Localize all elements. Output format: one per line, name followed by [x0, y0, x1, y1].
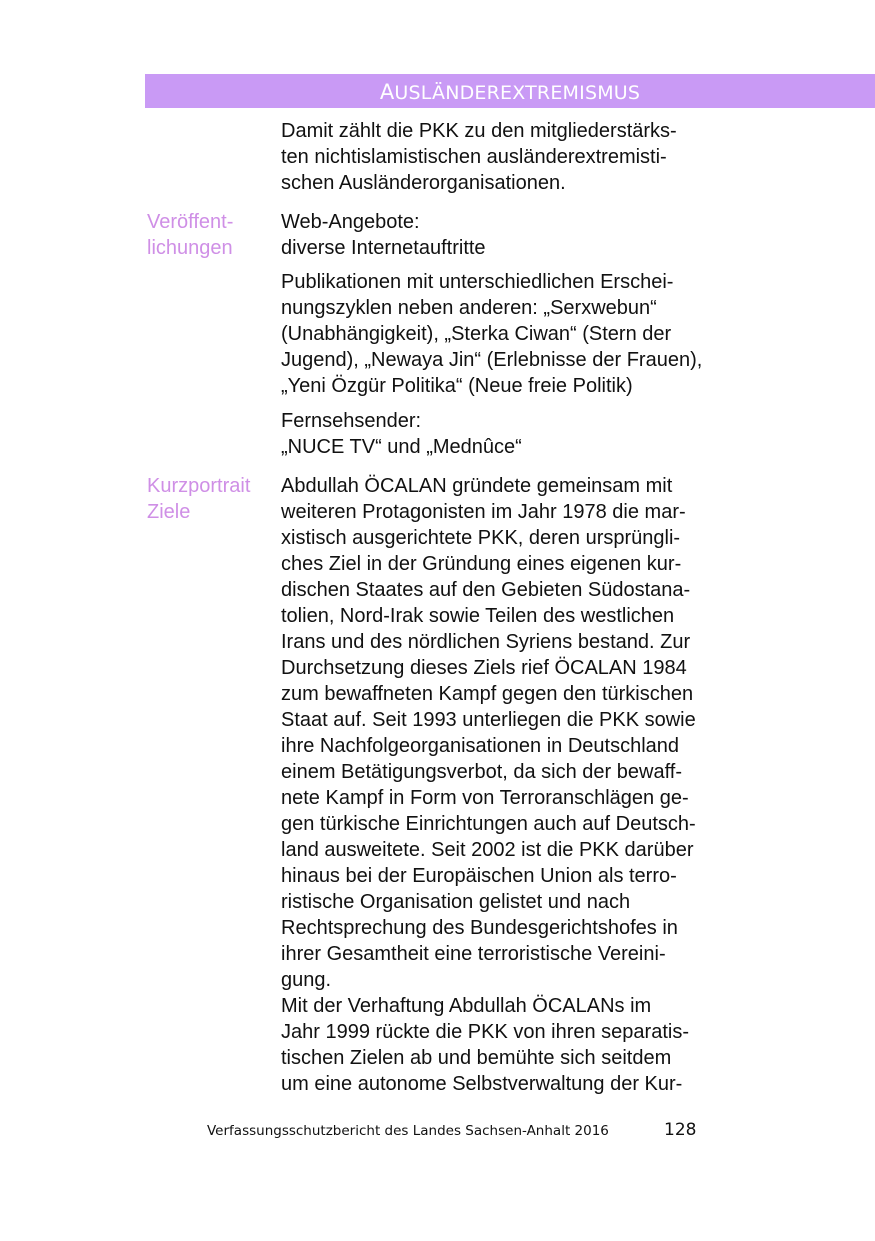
text-line: Abdullah ÖCALAN gründete gemeinsam mit	[281, 475, 673, 497]
text-line: land ausweitete. Seit 2002 ist die PKK darüber	[281, 839, 694, 861]
text-line: „NUCE TV“ und „Mednûce“	[281, 436, 522, 458]
text-line: Publikationen mit unterschiedlichen Erschei-	[281, 271, 674, 293]
web-offerings	[281, 209, 781, 261]
text-line: nete Kampf in Form von Terroranschlägen ge-	[281, 787, 689, 809]
text-line: xistisch ausgerichtete PKK, deren ursprüngli-	[281, 527, 681, 549]
text-line: Fernsehsender:	[281, 410, 422, 432]
text-line: nungszyklen neben anderen: „Serxwebun“	[281, 297, 657, 319]
label-line: Ziele	[147, 501, 191, 523]
text-line: hinaus bei der Europäischen Union als terro-	[281, 865, 677, 887]
text-line: Rechtsprechung des Bundesgerichtshofes in	[281, 917, 678, 939]
text-line: Web-Angebote:	[281, 211, 420, 233]
text-line: Irans und des nördlichen Syriens bestand. Zur	[281, 631, 691, 653]
text-line: dischen Staates auf den Gebieten Südostana-	[281, 579, 691, 601]
text-line: Jugend), „Newaya Jin“ (Erlebnisse der Frauen),	[281, 349, 703, 371]
text-line: zum bewaffneten Kampf gegen den türkischen	[281, 683, 694, 705]
text-line: ihre Nachfolgeorganisationen in Deutschland	[281, 735, 680, 757]
text-line: tischen Zielen ab und bemühte sich seitdem	[281, 1047, 672, 1069]
text-line: Durchsetzung dieses Ziels rief ÖCALAN 1984	[281, 657, 687, 679]
footer-title: Verfassungsschutzbericht des Landes Sachsen-Anhalt 2016	[207, 1123, 609, 1139]
label-line: Veröffent-	[147, 211, 234, 233]
section-header-rest: USLÄNDEREXTREMISMUS	[394, 82, 641, 104]
text-line: Damit zählt die PKK zu den mitgliederstärks-	[281, 120, 677, 142]
text-line: um eine autonome Selbstverwaltung der Kur-	[281, 1073, 683, 1095]
text-line: gung.	[281, 969, 332, 991]
text-line: „Yeni Özgür Politika“ (Neue freie Politik)	[281, 375, 633, 397]
intro-paragraph	[281, 118, 781, 196]
text-line: weiteren Protagonisten im Jahr 1978 die mar-	[281, 501, 686, 523]
text-line: tolien, Nord-Irak sowie Teilen des westlichen	[281, 605, 675, 627]
text-line: ten nichtislamistischen ausländerextremisti-	[281, 146, 667, 168]
text-line: einem Betätigungsverbot, da sich der bewaff-	[281, 761, 682, 783]
text-line: ches Ziel in der Gründung eines eigenen kur-	[281, 553, 682, 575]
text-line: Jahr 1999 rückte die PKK von ihren separatis-	[281, 1021, 689, 1043]
text-line: ristische Organisation gelistet und nach	[281, 891, 631, 913]
page-number: 128	[664, 1120, 697, 1140]
text-line: diverse Internetauftritte	[281, 237, 486, 259]
portrait-paragraph	[281, 473, 781, 1097]
publications-label	[147, 209, 233, 261]
text-line: ihrer Gesamtheit eine terroristische Vereini-	[281, 943, 666, 965]
print-publications	[281, 269, 781, 399]
section-header	[145, 74, 875, 108]
text-line: schen Ausländerorganisationen.	[281, 172, 566, 194]
text-line: Mit der Verhaftung Abdullah ÖCALANs im	[281, 995, 652, 1017]
text-line: gen türkische Einrichtungen auch auf Deutsch-	[281, 813, 696, 835]
section-header-initial: A	[379, 80, 395, 104]
portrait-label	[147, 473, 250, 525]
text-line: (Unabhängigkeit), „Sterka Ciwan“ (Stern der	[281, 323, 672, 345]
text-line: Staat auf. Seit 1993 unterliegen die PKK sowie	[281, 709, 696, 731]
tv-channels	[281, 408, 781, 460]
label-line: lichungen	[147, 237, 233, 259]
label-line: Kurzportrait	[147, 475, 251, 497]
